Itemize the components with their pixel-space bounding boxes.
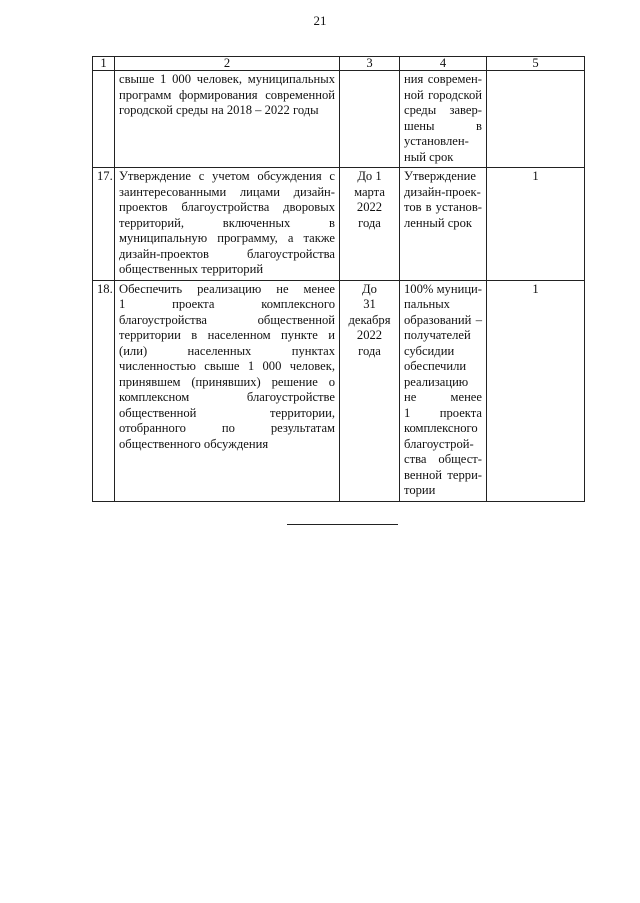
result-cell-line: благоустрой- — [404, 436, 474, 451]
result-cell — [400, 280, 487, 501]
deadline-cell-line: До — [362, 281, 377, 296]
result-cell-line: ленный срок — [404, 215, 473, 230]
row-number: 18. — [93, 280, 115, 501]
column-header: 3 — [340, 57, 400, 71]
activity-cell-line: дизайн-проектов благоустройства — [119, 246, 335, 261]
result-cell-line: тории — [404, 483, 436, 497]
column-header: 4 — [400, 57, 487, 71]
table-row — [93, 280, 585, 501]
result-cell-line: ный срок — [404, 149, 454, 164]
deadline-cell — [340, 168, 400, 281]
deadline-cell-line: 31 декабря — [348, 297, 391, 327]
result-cell-line: ной городской — [404, 87, 482, 102]
result-cell-line: обеспечили — [404, 359, 467, 373]
value-cell: 1 — [487, 280, 585, 501]
result-cell-line: получателей — [404, 328, 471, 342]
activity-cell-line: комплексном благоустройстве — [119, 390, 335, 404]
result-cell-line: 1 проекта — [404, 405, 482, 420]
result-cell-line: 100% муници- — [404, 281, 482, 296]
result-cell-line: тов в установ- — [404, 200, 482, 214]
table-header-row — [93, 57, 585, 71]
deadline-cell-line: 2022 года — [356, 200, 383, 230]
activity-cell-line: общественных территорий — [119, 262, 264, 276]
activity-cell-line: свыше 1 000 человек, муниципальных — [119, 72, 335, 86]
activity-cell-line: Обеспечить реализацию не менее — [119, 281, 335, 296]
page-number: 21 — [313, 13, 327, 28]
activity-cell-line: (или) населенных пунктах — [119, 343, 335, 358]
row-number: 17. — [93, 168, 115, 281]
activity-cell-line: программ формирования современной — [119, 87, 335, 102]
activity-cell-line: общественного обсуждения — [119, 436, 269, 451]
deadline-cell-line: 2022 года — [356, 328, 383, 358]
deadline-cell — [340, 280, 400, 501]
deadline-cell-line: До 1 марта — [354, 169, 385, 199]
column-header: 1 — [93, 57, 115, 71]
activity-cell-line: территорий, включенных в — [119, 215, 335, 230]
table-row — [93, 71, 585, 168]
value-cell: 1 — [487, 168, 585, 281]
result-cell-line: среды завер- — [404, 103, 482, 117]
result-cell-line: субсидии — [404, 343, 455, 358]
measures-table — [92, 56, 585, 502]
activity-cell-line: общественной территории, — [119, 405, 335, 420]
activity-cell-line: 1 проекта комплексного — [119, 297, 335, 311]
deadline-cell — [340, 71, 400, 168]
end-divider — [287, 524, 398, 525]
activity-cell-line: муниципальную программу, а также — [119, 231, 335, 245]
result-cell — [400, 168, 487, 281]
activity-cell-line: благоустройства общественной — [119, 312, 335, 327]
result-cell-line: образований – — [404, 312, 482, 327]
result-cell-line: пальных — [404, 297, 450, 311]
activity-cell — [115, 71, 340, 168]
activity-cell-line: отобранного по результатам — [119, 421, 335, 435]
result-cell-line: ния современ- — [404, 72, 482, 86]
result-cell-line: Утверждение — [404, 169, 476, 183]
result-cell-line: комплексного — [404, 421, 478, 435]
activity-cell-line: численностью свыше 1 000 человек, — [119, 359, 335, 373]
result-cell-line: ства общест- — [404, 452, 482, 466]
row-number — [93, 71, 115, 168]
result-cell — [400, 71, 487, 168]
activity-cell-line: Утверждение с учетом обсуждения с — [119, 169, 335, 183]
result-cell-line: не менее — [404, 390, 482, 404]
activity-cell-line: территории в населенном пункте и — [119, 328, 335, 342]
value-cell — [487, 71, 585, 168]
result-cell-line: реализацию — [404, 374, 469, 389]
activity-cell-line: заинтересованными лицами дизайн- — [119, 184, 335, 199]
table-row — [93, 168, 585, 281]
column-header: 2 — [115, 57, 340, 71]
result-cell-line: шены в — [404, 118, 482, 133]
result-cell-line: венной терри- — [404, 467, 482, 482]
result-cell-line: установлен- — [404, 134, 469, 148]
activity-cell-line: проектов благоустройства дворовых — [119, 200, 335, 214]
activity-cell-line: принявшем (принявших) решение о — [119, 374, 335, 389]
activity-cell — [115, 280, 340, 501]
activity-cell-line: городской среды на 2018 – 2022 годы — [119, 103, 319, 117]
column-header: 5 — [487, 57, 585, 71]
result-cell-line: дизайн-проек- — [404, 184, 481, 199]
activity-cell — [115, 168, 340, 281]
